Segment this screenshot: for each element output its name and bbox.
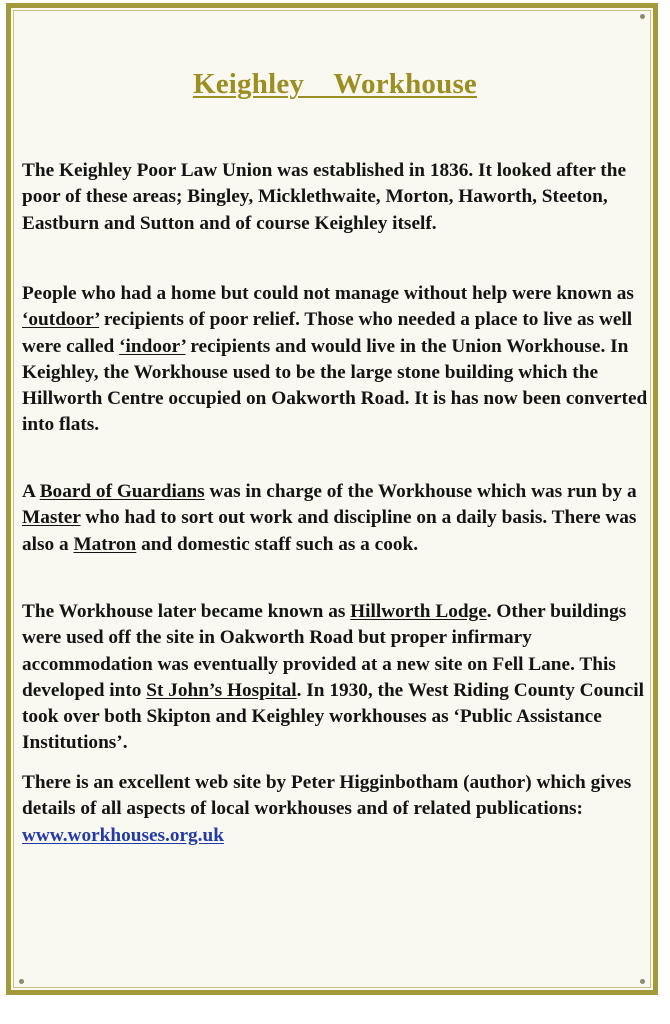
- term-master: Master: [22, 507, 81, 529]
- relief-text-3: recipients and would live in the Union Workhouse. In Keighley, the Workhouse used to be the large stone building which the Hillworth Centre occupied on Oakworth Road. It is has now been converted into flats.: [22, 335, 648, 436]
- paragraph-lodge: [22, 599, 652, 757]
- lodge-text-2: . Other buildings were used off the site in Oakworth Road but proper infirmary accommodation was eventually provided at a new site on Fell Lane. This developed into: [22, 601, 627, 701]
- lodge-text-1: The Workhouse later became known as: [22, 601, 351, 622]
- paragraph-union: [22, 158, 652, 237]
- paragraph-guardians: [22, 479, 652, 558]
- term-indoor: ‘indoor’: [119, 335, 186, 357]
- lodge-text-3: . In 1930, the West Riding County Council took over both Skipton and Keighley workhouses as ‘Public Assistance Institutions’.: [22, 679, 644, 754]
- paragraph-relief-text: [22, 281, 652, 439]
- term-matron: Matron: [73, 533, 137, 555]
- pin-top-right: [640, 14, 645, 19]
- paragraph-lodge-text: [22, 599, 652, 757]
- paragraph-relief: [22, 281, 652, 439]
- relief-text-1: People who had a home but could not manage without help were known as: [22, 283, 634, 304]
- guardians-text-4: and domestic staff such as a cook.: [136, 533, 419, 555]
- paragraph-union-text: The Keighley Poor Law Union was established in 1836. It looked after the poor of these areas; Bingley, Micklethwaite, Morton, Haworth, Steeton, Eastburn and Sutton and of course Keighley itself.: [22, 160, 626, 234]
- guardians-text-2: was in charge of the Workhouse which was run by a: [204, 481, 637, 502]
- pin-bottom-left: [19, 979, 24, 984]
- relief-text-2: recipients of poor relief. Those who needed a place to live as well were called: [22, 309, 633, 357]
- paragraph-guardians-text: [22, 479, 652, 558]
- paragraph-website-text: [22, 770, 652, 849]
- term-hillworth-lodge: Hillworth Lodge: [350, 601, 487, 622]
- term-board-of-guardians: Board of Guardians: [39, 481, 205, 502]
- website-text: There is an excellent web site by Peter Higginbotham (author) which gives details of all aspects of local workhouses and of related publications:: [22, 772, 632, 820]
- guardians-text-3: who had to sort out work and discipline on a daily basis. There was also a: [22, 507, 637, 555]
- website-link[interactable]: www.workhouses.org.uk: [22, 824, 224, 846]
- pin-bottom-right: [640, 979, 645, 984]
- term-outdoor: ‘outdoor’: [22, 309, 100, 331]
- guardians-text-1: A: [22, 481, 40, 502]
- paragraph-website: [22, 770, 652, 849]
- notice-title: Keighley Workhouse: [192, 68, 478, 100]
- term-st-johns-hospital: St John’s Hospital: [146, 679, 297, 701]
